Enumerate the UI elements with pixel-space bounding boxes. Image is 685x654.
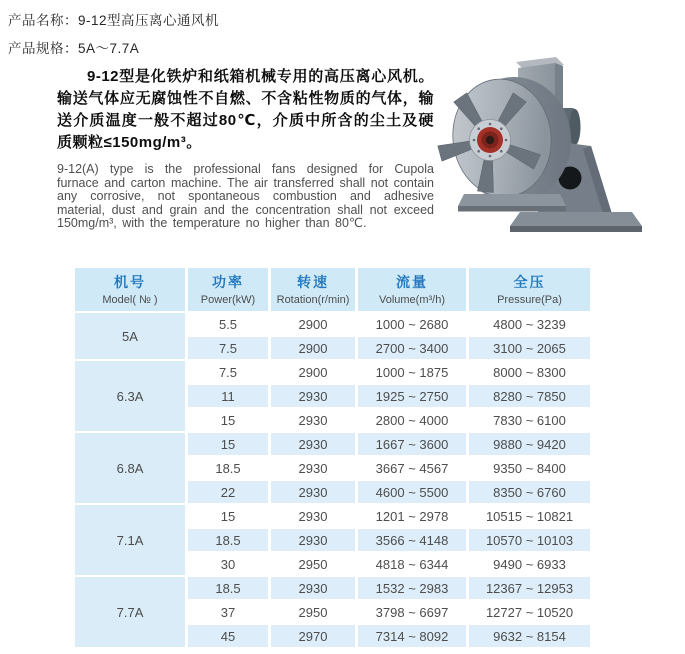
value-cell: 1000 ~ 1875: [358, 361, 466, 383]
product-name-line: 产品名称：9-12型高压离心通风机: [8, 13, 220, 28]
value-cell: 9490 ~ 6933: [469, 553, 590, 575]
value-cell: 8000 ~ 8300: [469, 361, 590, 383]
table-body: [75, 313, 590, 647]
value-cell: 3566 ~ 4148: [358, 529, 466, 551]
value-cell: 12367 ~ 12953: [469, 577, 590, 599]
value-cell: 2970: [271, 625, 355, 647]
value-cell: 4800 ~ 3239: [469, 313, 590, 335]
model-cell: 7.7A: [75, 577, 185, 647]
value-cell: 2900: [271, 313, 355, 335]
model-cell: 6.8A: [75, 433, 185, 503]
table-row: [75, 313, 590, 335]
value-cell: 18.5: [188, 529, 268, 551]
value-cell: 37: [188, 601, 268, 623]
value-cell: 1201 ~ 2978: [358, 505, 466, 527]
table-row: [75, 505, 590, 527]
description-chinese: 9-12型是化铁炉和纸箱机械专用的高压离心风机。输送气体应无腐蚀性不自燃、不含粘性物质的气体，输送介质温度一般不超过80℃，介质中所含的尘土及硬质颗粒≤150mg/m³。: [57, 68, 434, 151]
value-cell: 2950: [271, 601, 355, 623]
value-cell: 3100 ~ 2065: [469, 337, 590, 359]
column-header: 功率 Power(kW): [188, 268, 268, 311]
value-cell: 30: [188, 553, 268, 575]
value-cell: 2900: [271, 361, 355, 383]
value-cell: 18.5: [188, 457, 268, 479]
value-cell: 8280 ~ 7850: [469, 385, 590, 407]
value-cell: 10570 ~ 10103: [469, 529, 590, 551]
value-cell: 1000 ~ 2680: [358, 313, 466, 335]
value-cell: 3798 ~ 6697: [358, 601, 466, 623]
value-cell: 12727 ~ 10520: [469, 601, 590, 623]
value-cell: 3667 ~ 4567: [358, 457, 466, 479]
model-cell: 6.3A: [75, 361, 185, 431]
table-row: [75, 433, 590, 455]
value-cell: 2930: [271, 457, 355, 479]
table-header-row: [75, 268, 590, 311]
intro-section: [57, 66, 434, 231]
product-spec-line: 产品规格：5A～7.7A: [8, 41, 140, 56]
value-cell: 2950: [271, 553, 355, 575]
value-cell: 2900: [271, 337, 355, 359]
model-cell: 5A: [75, 313, 185, 359]
value-cell: 2930: [271, 385, 355, 407]
column-header: 转速 Rotation(r/min): [271, 268, 355, 311]
spec-table: [72, 266, 593, 649]
value-cell: 11: [188, 385, 268, 407]
table-row: [75, 577, 590, 599]
column-header: 全压 Pressure(Pa): [469, 268, 590, 311]
value-cell: 18.5: [188, 577, 268, 599]
value-cell: 10515 ~ 10821: [469, 505, 590, 527]
value-cell: 1925 ~ 2750: [358, 385, 466, 407]
value-cell: 4600 ~ 5500: [358, 481, 466, 503]
value-cell: 9350 ~ 8400: [469, 457, 590, 479]
value-cell: 2930: [271, 481, 355, 503]
value-cell: 2930: [271, 505, 355, 527]
value-cell: 7314 ~ 8092: [358, 625, 466, 647]
fan-product-image: [434, 56, 685, 268]
value-cell: 9632 ~ 8154: [469, 625, 590, 647]
value-cell: 8350 ~ 6760: [469, 481, 590, 503]
value-cell: 2700 ~ 3400: [358, 337, 466, 359]
value-cell: 7.5: [188, 361, 268, 383]
value-cell: 45: [188, 625, 268, 647]
value-cell: 15: [188, 433, 268, 455]
value-cell: 22: [188, 481, 268, 503]
column-header: 流量 Volume(m³/h): [358, 268, 466, 311]
value-cell: 2930: [271, 529, 355, 551]
value-cell: 15: [188, 409, 268, 431]
fan-base: [458, 194, 642, 232]
value-cell: 5.5: [188, 313, 268, 335]
value-cell: 2930: [271, 409, 355, 431]
value-cell: 7830 ~ 6100: [469, 409, 590, 431]
value-cell: 15: [188, 505, 268, 527]
value-cell: 2930: [271, 577, 355, 599]
model-cell: 7.1A: [75, 505, 185, 575]
value-cell: 2800 ~ 4000: [358, 409, 466, 431]
value-cell: 7.5: [188, 337, 268, 359]
description-english: 9-12(A) type is the professional fans designed for Cupola furnace and carton machine. The air transferred shall not contain any corrosive, not spontaneous combustion and adhesive material, dust and grain and the concentration shall not exceed 150mg/m³, with the temperature no higher than 80℃.: [57, 162, 434, 231]
column-header: 机号 Model( № ): [75, 268, 185, 311]
fan-inlet-hub: [470, 120, 511, 161]
value-cell: 2930: [271, 433, 355, 455]
value-cell: 4818 ~ 6344: [358, 553, 466, 575]
table-row: [75, 361, 590, 383]
fan-illustration: [434, 56, 685, 268]
value-cell: 1532 ~ 2983: [358, 577, 466, 599]
value-cell: 1667 ~ 3600: [358, 433, 466, 455]
value-cell: 9880 ~ 9420: [469, 433, 590, 455]
